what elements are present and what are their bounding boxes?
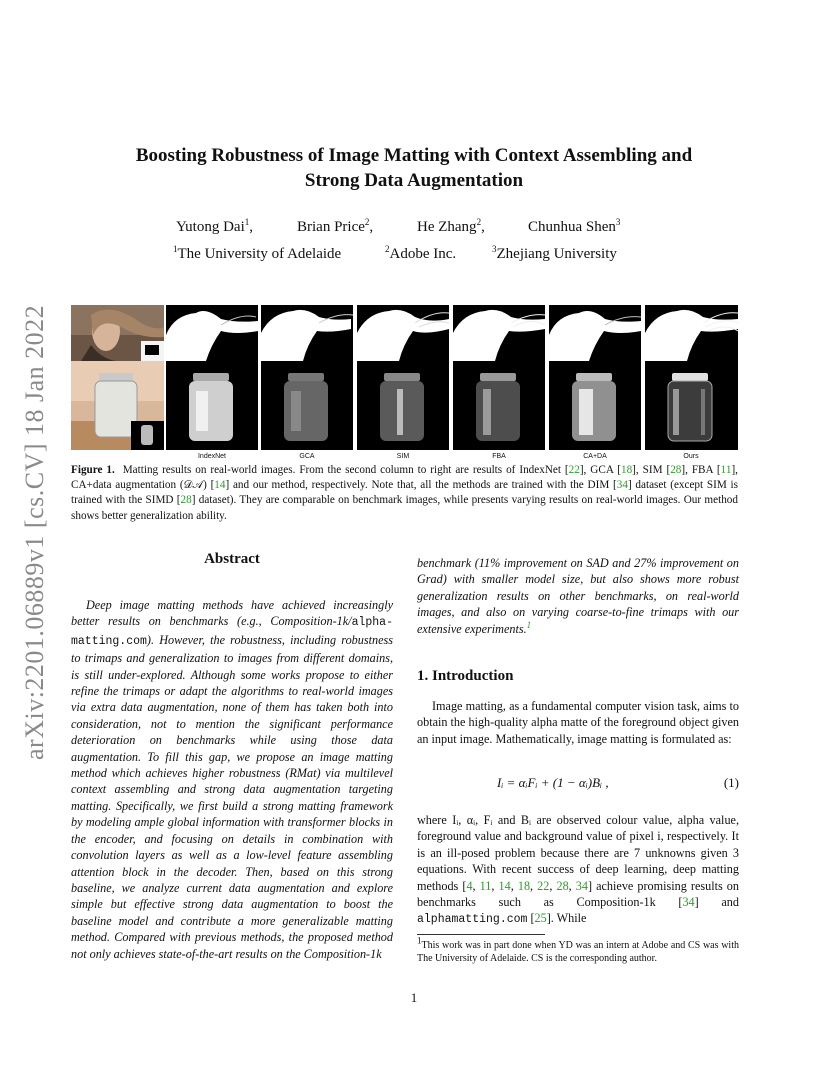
affiliation: $^3$Zhejiang University [492, 244, 617, 262]
footnote-marker[interactable]: 1 [526, 619, 532, 630]
citation-link[interactable]: 28 [670, 464, 682, 476]
citation-link[interactable]: 14 [214, 479, 226, 492]
abstract-body: Deep image matting methods have achieved increasingly better results on benchmarks (e.g., Composition-1k/alpha-matting.com). However, the robustness, including robustness to trimaps and generalization to images from different domains, is still under-explored. Although some works propose to either refine the trimaps or adapt the algorithms to real-world images via extra data augmentation, none of them has taken both into consideration, not to mention the significant performance deterioration on benchmarks while using those data augmentation. To fill this gap, we propose an image matting method which achieves higher robustness (RMat) via multilevel context assembling and strong data augmentation targeting matting. Specifically, we first build a strong matting framework by modeling ample global information with transformer blocks in the encoder, and focusing on details in combination with convolution layers as well as a low-level feature assembling attention block in the decoder. Then, based on this strong baseline, we analyze current data augmentation and explore simple but effective strong data augmentation to boost the baseline model and contribute a more generalizable matting method. Compared with previous methods, the proposed method not only achieves state-of-the-art results on the Composition-1k [71, 598, 393, 961]
equation-1 [417, 775, 739, 795]
abstract-heading: Abstract [204, 551, 260, 567]
abstract-body-continued: benchmark (11% improvement on SAD and 27% improvement on Grad) with smaller model size, but also shows more robust generalization results on other benchmarks, on real-world images, and also on varying coarse-to-fine trimaps with our extensive experiments.$^1$ [417, 556, 739, 636]
citation-link[interactable]: 4 [466, 878, 473, 893]
footnote-rule [417, 934, 545, 935]
alpha-result-fba [453, 305, 545, 361]
citation-link[interactable]: 28 [556, 878, 569, 893]
citation-link[interactable]: 34 [575, 878, 588, 893]
author: Chunhua Shen$^3$ [528, 217, 621, 235]
citation-link[interactable]: 34 [682, 895, 695, 910]
citation-link[interactable]: 22 [568, 464, 580, 476]
jar-alpha-ours [645, 361, 738, 450]
jar-alpha-ca-da [549, 361, 641, 450]
arxiv-stamp: arXiv:2201.06889v1 [cs.CV] 18 Jan 2022 [20, 304, 49, 760]
jar-alpha-fba [453, 361, 545, 450]
label-ca-da: CA+DA [583, 453, 607, 460]
input-portrait-image [71, 305, 164, 361]
jar-alpha-sim [357, 361, 449, 450]
citation-link[interactable]: 22 [537, 878, 550, 893]
intro-paragraph-1: Image matting, as a fundamental computer vision task, aims to obtain the high-quality alpha matte of the foreground object given an input image. Mathematically, image matting is formulated as: [417, 699, 739, 746]
figure-row-jar [71, 361, 738, 450]
section-heading-introduction: 1. Introduction [417, 668, 514, 684]
equation-number: (1) [723, 775, 739, 790]
author: Yutong Dai$^1$, [176, 217, 253, 235]
title-line-2: Strong Data Augmentation [304, 170, 524, 191]
author: Brian Price$^2$, [297, 217, 374, 235]
label-gca: GCA [299, 453, 315, 460]
figure-caption: Figure 1. Matting results on real-world images. From the second column to right are results of IndexNet [22], GCA [18], SIM [28], FBA [11], CA+data augmentation (𝒟𝒜) [14] and our method, respectively. Note that, all the methods are trained with the DIM [34] dataset (except SIM is trained with the SIMD [28] dataset). They are comparable on benchmark images, while presents varying results on real-world images. Our method shows better generalization ability. [71, 464, 738, 522]
label-fba: FBA [492, 453, 506, 460]
alpha-result-indexnet [166, 305, 258, 361]
alpha-result-sim [357, 305, 449, 361]
alpha-result-ours [645, 305, 738, 361]
paper-title [0, 143, 828, 193]
citation-link[interactable]: 18 [517, 878, 531, 893]
footnote: $^1$This work was in part done when YD was an intern at Adobe and CS was with The University of Adelaide. CS is the corresponding author. [417, 935, 739, 965]
label-indexnet: IndexNet [197, 453, 227, 460]
caption-label: Figure 1. [71, 464, 115, 476]
author: He Zhang$^2$, [417, 217, 485, 235]
url-link[interactable]: alphamatting.com [417, 913, 528, 927]
title-line-1: Boosting Robustness of Image Matting with Context Assembling and [135, 145, 693, 166]
affiliation: $^2$Adobe Inc. [385, 244, 457, 262]
label-ours: Ours [683, 453, 699, 460]
label-sim: SIM [396, 453, 410, 460]
citation-link[interactable]: 34 [616, 479, 628, 492]
url-link[interactable]: alpha-matting.com [71, 616, 393, 648]
input-jar-image [71, 361, 164, 450]
equation-expression: Iᵢ = αᵢFᵢ + (1 − αᵢ)Bᵢ , [497, 775, 609, 790]
alpha-result-gca [261, 305, 353, 361]
citation-link[interactable]: 28 [180, 494, 192, 507]
affiliation: $^1$The University of Adelaide [173, 244, 342, 262]
citation-link[interactable]: 11 [720, 464, 732, 476]
citation-link[interactable]: 25 [534, 911, 547, 926]
jar-alpha-indexnet [166, 361, 258, 450]
intro-paragraph-2: where Iᵢ, αᵢ, Fᵢ and Bᵢ are observed colour value, alpha value, foreground value and background value of pixel i, respectively. It is an ill-posed problem because there are 7 unknowns given 3 equations. With recent success of deep learning, deep matting methods [4, 11, 14, 18, 22, 28, 34] achieve promising results on benchmarks such as Composition-1k [34] and alphamatting.com [25]. While [417, 813, 739, 927]
jar-alpha-gca [261, 361, 353, 450]
citation-link[interactable]: 18 [620, 464, 633, 476]
citation-link[interactable]: 11 [479, 878, 492, 893]
citation-link[interactable]: 14 [498, 878, 511, 893]
figure-1 [71, 305, 738, 460]
page-number: 1 [410, 990, 418, 1005]
alpha-result-ca-da [549, 305, 641, 361]
